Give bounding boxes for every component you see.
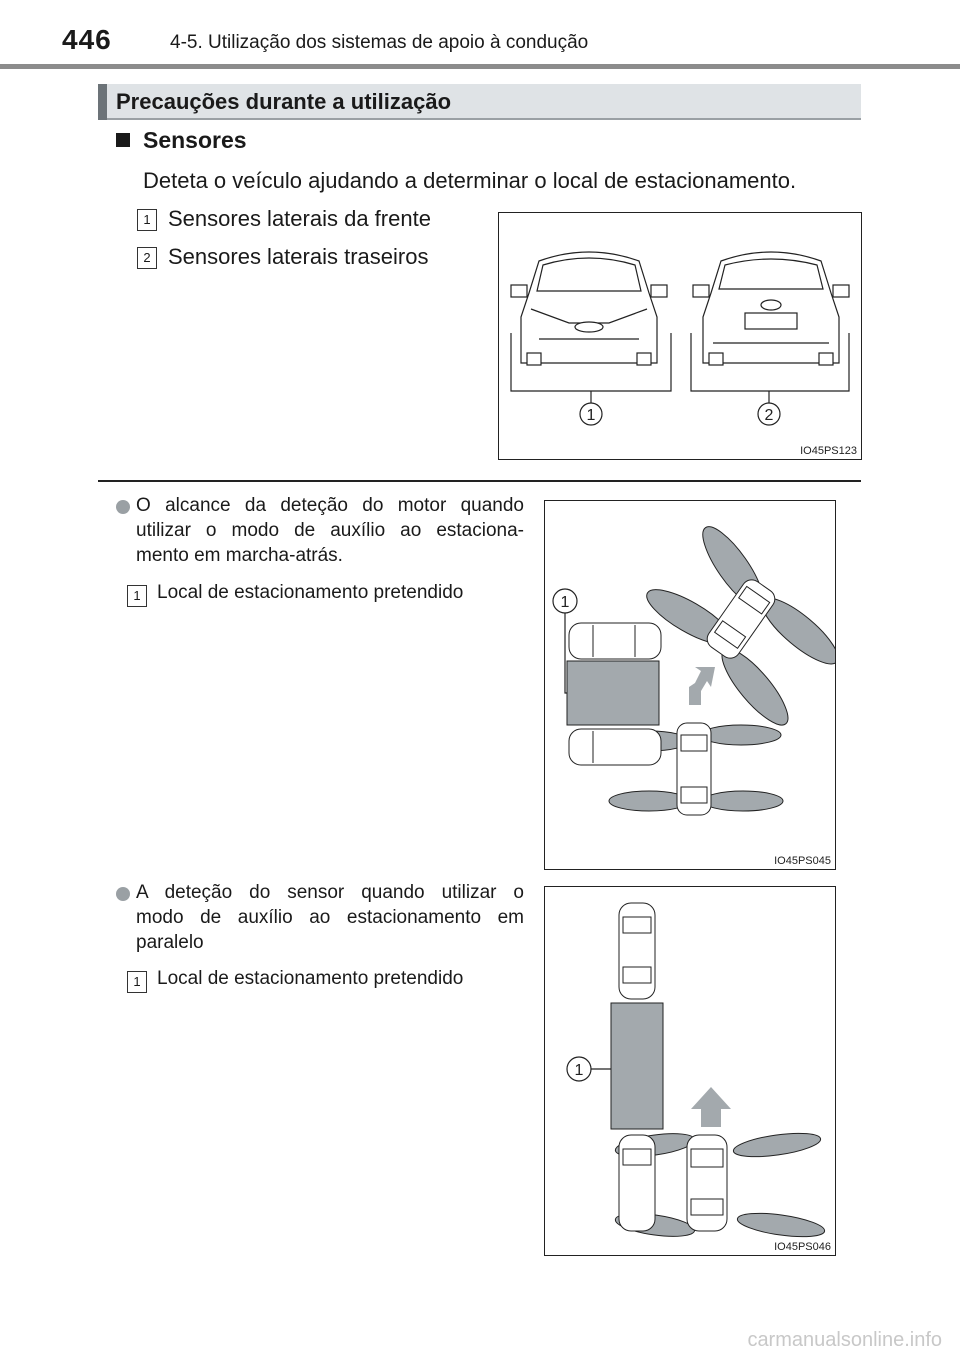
note-2-item-label: Local de estacionamento pretendido <box>157 968 464 989</box>
note-1-line-2: utilizar o modo de auxílio ao estaciona- <box>136 520 524 541</box>
callout-2: 2 <box>764 407 774 424</box>
reverse-parking-illustration <box>545 501 835 869</box>
parallel-parking-illustration <box>545 887 835 1255</box>
note-1-item-number: 1 <box>127 585 147 607</box>
watermark-text: carmanualsonline.info <box>747 1329 942 1351</box>
callout-1: 1 <box>560 594 570 611</box>
note-1-line-3: mento em marcha-atrás. <box>136 545 343 566</box>
chapter-title: 4-5. Utilização dos sistemas de apoio à condução <box>170 32 589 53</box>
figure-code: IO45PS045 <box>774 855 831 867</box>
section-title: Precauções durante a utilização <box>116 89 452 114</box>
note-2-text <box>136 880 524 955</box>
subsection-description: Deteta o veículo ajudando a determinar o local de estacionamento. <box>143 168 797 193</box>
note-2-line-1: A deteção do sensor quando utilizar o <box>136 882 524 903</box>
figure-code: IO45PS046 <box>774 1241 831 1253</box>
note-1-line-1: O alcance da deteção do motor quando <box>136 495 524 516</box>
note-2-line-2: modo de auxílio ao estacionamento em <box>136 907 524 928</box>
section-divider <box>98 480 861 482</box>
item-number-1: 1 <box>137 209 157 231</box>
item-label-2: Sensores laterais traseiros <box>168 244 429 269</box>
header-rule <box>0 64 960 69</box>
front-rear-car-illustration <box>499 213 861 459</box>
round-bullet-icon <box>116 500 130 514</box>
figure-code: IO45PS123 <box>800 445 857 457</box>
round-bullet-icon <box>116 887 130 901</box>
callout-1: 1 <box>586 407 596 424</box>
sensor-location-figure <box>498 212 862 460</box>
note-1-text <box>136 493 524 568</box>
note-1-item-label: Local de estacionamento pretendido <box>157 582 464 603</box>
square-bullet-icon <box>116 133 130 147</box>
item-label-1: Sensores laterais da frente <box>168 206 431 231</box>
subsection-title: Sensores <box>143 127 247 153</box>
note-2-line-3: paralelo <box>136 932 204 953</box>
page-number: 446 <box>62 24 112 55</box>
callout-1: 1 <box>574 1062 584 1079</box>
section-marker <box>98 84 107 120</box>
note-2-item-number: 1 <box>127 971 147 993</box>
reverse-parking-figure <box>544 500 836 870</box>
item-number-2: 2 <box>137 247 157 269</box>
section-header <box>98 84 861 120</box>
parallel-parking-figure <box>544 886 836 1256</box>
